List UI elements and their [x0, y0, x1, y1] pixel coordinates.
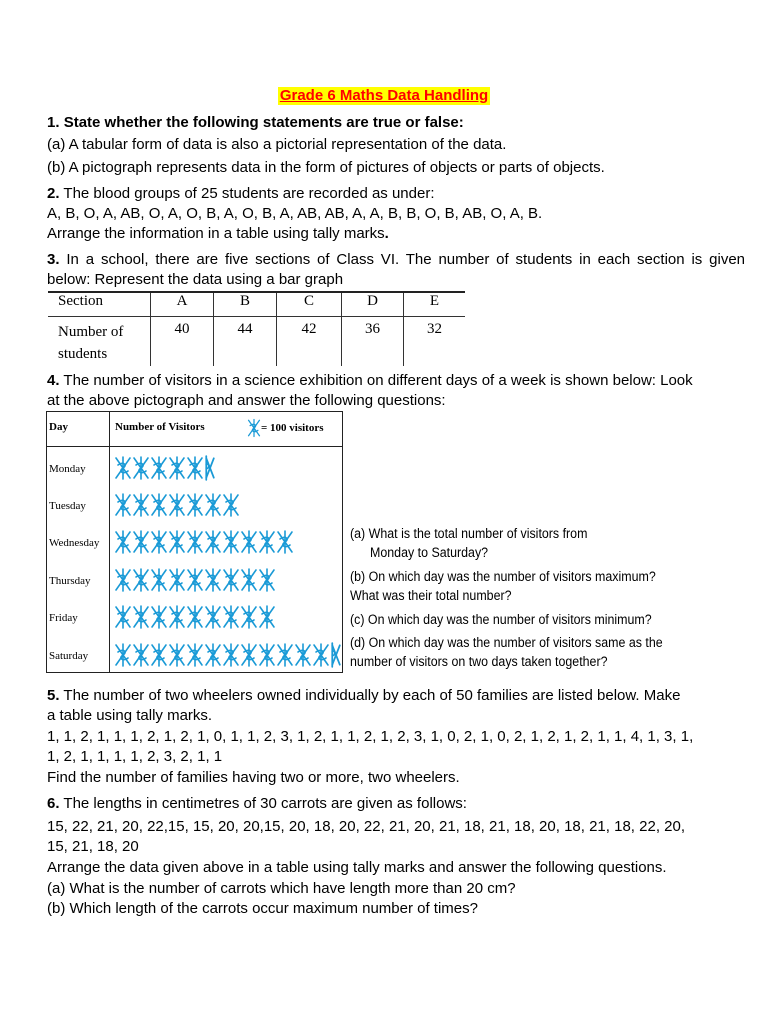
visitor-symbol-icon	[132, 492, 150, 518]
q6-data1: 15, 22, 21, 20, 22,15, 15, 20, 20,15, 20, 18, 20, 22, 21, 20, 21, 18, 21, 18, 20, 18, 21, 18, 22, 20,	[47, 818, 686, 835]
section-name: E	[404, 292, 466, 317]
visitor-symbol-icon	[247, 417, 261, 439]
pictograph-day-name: Saturday	[49, 650, 89, 662]
visitor-symbol-icon	[240, 529, 258, 555]
pictograph-symbols	[114, 642, 341, 668]
visitor-symbol-icon	[222, 604, 240, 630]
students-value: 40	[151, 317, 214, 367]
pictograph-key-label: = 100 visitors	[261, 422, 324, 434]
visitor-symbol-icon	[204, 529, 222, 555]
q4-number: 4.	[47, 372, 60, 389]
visitor-symbol-icon	[168, 492, 186, 518]
q5-data2: 1, 2, 1, 1, 1, 1, 2, 3, 2, 1, 1	[47, 748, 223, 765]
q3-text2: below: Represent the data using a bar graph	[47, 271, 344, 288]
visitor-symbol-icon	[222, 642, 240, 668]
q5-question: Find the number of families having two or more, two wheelers.	[47, 769, 460, 786]
students-value: 44	[214, 317, 277, 367]
q2-text: The blood groups of 25 students are recorded as under:	[63, 185, 435, 202]
pictograph-key	[247, 417, 324, 439]
q1-a: (a) A tabular form of data is also a pictorial representation of the data.	[47, 136, 507, 153]
visitor-symbol-icon	[168, 642, 186, 668]
q2-instruction-end: .	[384, 225, 389, 242]
pictograph-row	[47, 600, 342, 637]
q5-number: 5.	[47, 687, 60, 704]
pictograph-day-name: Wednesday	[49, 537, 100, 549]
students-row-label	[48, 317, 151, 367]
pictograph-visitors-header: Number of Visitors	[115, 421, 205, 433]
q6-text: The lengths in centimetres of 30 carrots are given as follows:	[63, 795, 467, 812]
visitor-symbol-icon	[276, 529, 294, 555]
pictograph-divider	[47, 446, 342, 447]
visitor-symbol-icon	[150, 455, 168, 481]
q5-data1: 1, 1, 2, 1, 1, 1, 2, 1, 2, 1, 0, 1, 1, 2, 3, 1, 2, 1, 1, 2, 1, 2, 3, 1, 0, 2, 1, 0, 2, 1, 2, 1, 2, 1, 1, 4, 1, 3, 1,	[47, 728, 694, 745]
visitor-symbol-icon	[240, 567, 258, 593]
visitor-symbol-icon	[114, 604, 132, 630]
q3-line1	[47, 250, 745, 270]
visitor-symbol-icon	[168, 604, 186, 630]
visitor-symbol-icon	[168, 567, 186, 593]
visitor-symbol-icon	[150, 642, 168, 668]
q4-qd2: number of visitors on two days taken together?	[350, 654, 608, 669]
visitor-symbol-icon	[132, 455, 150, 481]
visitor-symbol-icon	[204, 455, 215, 481]
visitor-symbol-icon	[150, 567, 168, 593]
visitor-symbol-icon	[132, 604, 150, 630]
pictograph-row	[47, 488, 342, 525]
pictograph-row	[47, 525, 342, 562]
pictograph-day-name: Thursday	[49, 575, 91, 587]
q4-qb1: (b) On which day was the number of visitors maximum?	[350, 569, 656, 584]
visitor-symbol-icon	[240, 604, 258, 630]
visitor-symbol-icon	[132, 567, 150, 593]
visitor-symbol-icon	[222, 492, 240, 518]
visitor-symbol-icon	[258, 567, 276, 593]
visitor-symbol-icon	[186, 604, 204, 630]
section-header-label: Section	[48, 292, 151, 317]
visitor-symbol-icon	[186, 567, 204, 593]
pictograph-row	[47, 563, 342, 600]
pictograph-day-name: Tuesday	[49, 500, 86, 512]
q4-line1	[47, 371, 693, 391]
q5-text1: The number of two wheelers owned individually by each of 50 families are listed below. Make	[63, 687, 681, 704]
students-value: 32	[404, 317, 466, 367]
visitor-symbol-icon	[114, 642, 132, 668]
visitor-symbol-icon	[222, 529, 240, 555]
pictograph-row	[47, 451, 342, 488]
q5-text2: a table using tally marks.	[47, 707, 213, 724]
visitor-symbol-icon	[168, 529, 186, 555]
q4-qa2: Monday to Saturday?	[370, 545, 489, 560]
pictograph-row	[47, 638, 342, 675]
q6-qb: (b) Which length of the carrots occur maximum number of times?	[47, 900, 478, 917]
q1-heading: State whether the following statements are true or false:	[63, 114, 464, 131]
visitor-symbol-icon	[132, 642, 150, 668]
q6-number: 6.	[47, 795, 60, 812]
q5-line1	[47, 686, 680, 706]
q6-line1	[47, 794, 467, 814]
visitor-symbol-icon	[204, 567, 222, 593]
visitor-symbol-icon	[204, 604, 222, 630]
q2-number: 2.	[47, 185, 60, 202]
pictograph-symbols	[114, 604, 276, 630]
q4-qc: (c) On which day was the number of visitors minimum?	[350, 612, 652, 627]
visitor-symbol-icon	[204, 492, 222, 518]
visitor-symbol-icon	[240, 642, 258, 668]
visitor-symbol-icon	[258, 529, 276, 555]
q2-line	[47, 184, 435, 204]
section-name: C	[277, 292, 342, 317]
visitor-symbol-icon	[168, 455, 186, 481]
students-value: 36	[342, 317, 404, 367]
visitor-symbol-icon	[247, 417, 261, 439]
visitor-symbol-icon	[258, 642, 276, 668]
q2-instruction-line	[47, 224, 389, 244]
section-table	[48, 291, 465, 366]
q4-text1: The number of visitors in a science exhibition on different days of a week is shown below: Look	[63, 372, 693, 389]
students-label-2: students	[58, 346, 108, 362]
visitor-symbol-icon	[312, 642, 330, 668]
pictograph-symbols	[114, 492, 240, 518]
pictograph-day-header: Day	[49, 421, 68, 433]
q3-number: 3.	[47, 251, 60, 268]
q2-data: A, B, O, A, AB, O, A, O, B, A, O, B, A, AB, AB, A, A, B, B, O, B, AB, O, A, B.	[47, 205, 543, 222]
section-name: B	[214, 292, 277, 317]
visitor-symbol-icon	[114, 567, 132, 593]
visitor-symbol-icon	[186, 642, 204, 668]
q6-instruction: Arrange the data given above in a table using tally marks and answer the following questions.	[47, 859, 667, 876]
visitor-symbol-icon	[150, 604, 168, 630]
q3-text1: In a school, there are five sections of Class VI. The number of students in each section is given	[66, 251, 746, 268]
q6-qa: (a) What is the number of carrots which have length more than 20 cm?	[47, 880, 516, 897]
visitor-symbol-icon	[150, 529, 168, 555]
visitor-symbol-icon	[114, 492, 132, 518]
visitor-symbol-icon	[294, 642, 312, 668]
visitor-symbol-icon	[132, 529, 150, 555]
pictograph-symbols	[114, 567, 276, 593]
students-label-1: Number of	[58, 324, 124, 340]
visitor-symbol-icon	[114, 455, 132, 481]
q4-text2: at the above pictograph and answer the following questions:	[47, 392, 446, 409]
visitor-symbol-icon	[258, 604, 276, 630]
visitor-symbol-icon	[222, 567, 240, 593]
q6-data2: 15, 21, 18, 20	[47, 838, 139, 855]
visitor-symbol-icon	[186, 455, 204, 481]
pictograph-symbols	[114, 529, 294, 555]
q2-instruction: Arrange the information in a table using tally marks	[47, 225, 385, 242]
pictograph-symbols	[114, 455, 215, 481]
section-name: D	[342, 292, 404, 317]
visitor-symbol-icon	[186, 492, 204, 518]
students-row	[48, 317, 465, 367]
visitors-pictograph	[46, 411, 343, 673]
q1-number: 1.	[47, 114, 60, 131]
visitor-symbol-icon	[150, 492, 168, 518]
pictograph-day-name: Friday	[49, 612, 78, 624]
title-wrap	[0, 87, 768, 105]
visitor-symbol-icon	[114, 529, 132, 555]
visitor-symbol-icon	[186, 529, 204, 555]
q4-qb2: What was their total number?	[350, 588, 512, 603]
pictograph-day-name: Monday	[49, 463, 86, 475]
visitor-symbol-icon	[276, 642, 294, 668]
section-name: A	[151, 292, 214, 317]
visitor-symbol-icon	[330, 642, 341, 668]
q1-heading-line	[47, 113, 464, 133]
section-header-row	[48, 292, 465, 317]
visitor-symbol-icon	[204, 642, 222, 668]
students-value: 42	[277, 317, 342, 367]
page-title: Grade 6 Maths Data Handling	[279, 87, 489, 104]
q4-qd1: (d) On which day was the number of visitors same as the	[350, 635, 663, 650]
q1-b: (b) A pictograph represents data in the form of pictures of objects or parts of objects.	[47, 159, 605, 176]
q4-qa1: (a) What is the total number of visitors from	[350, 526, 588, 541]
